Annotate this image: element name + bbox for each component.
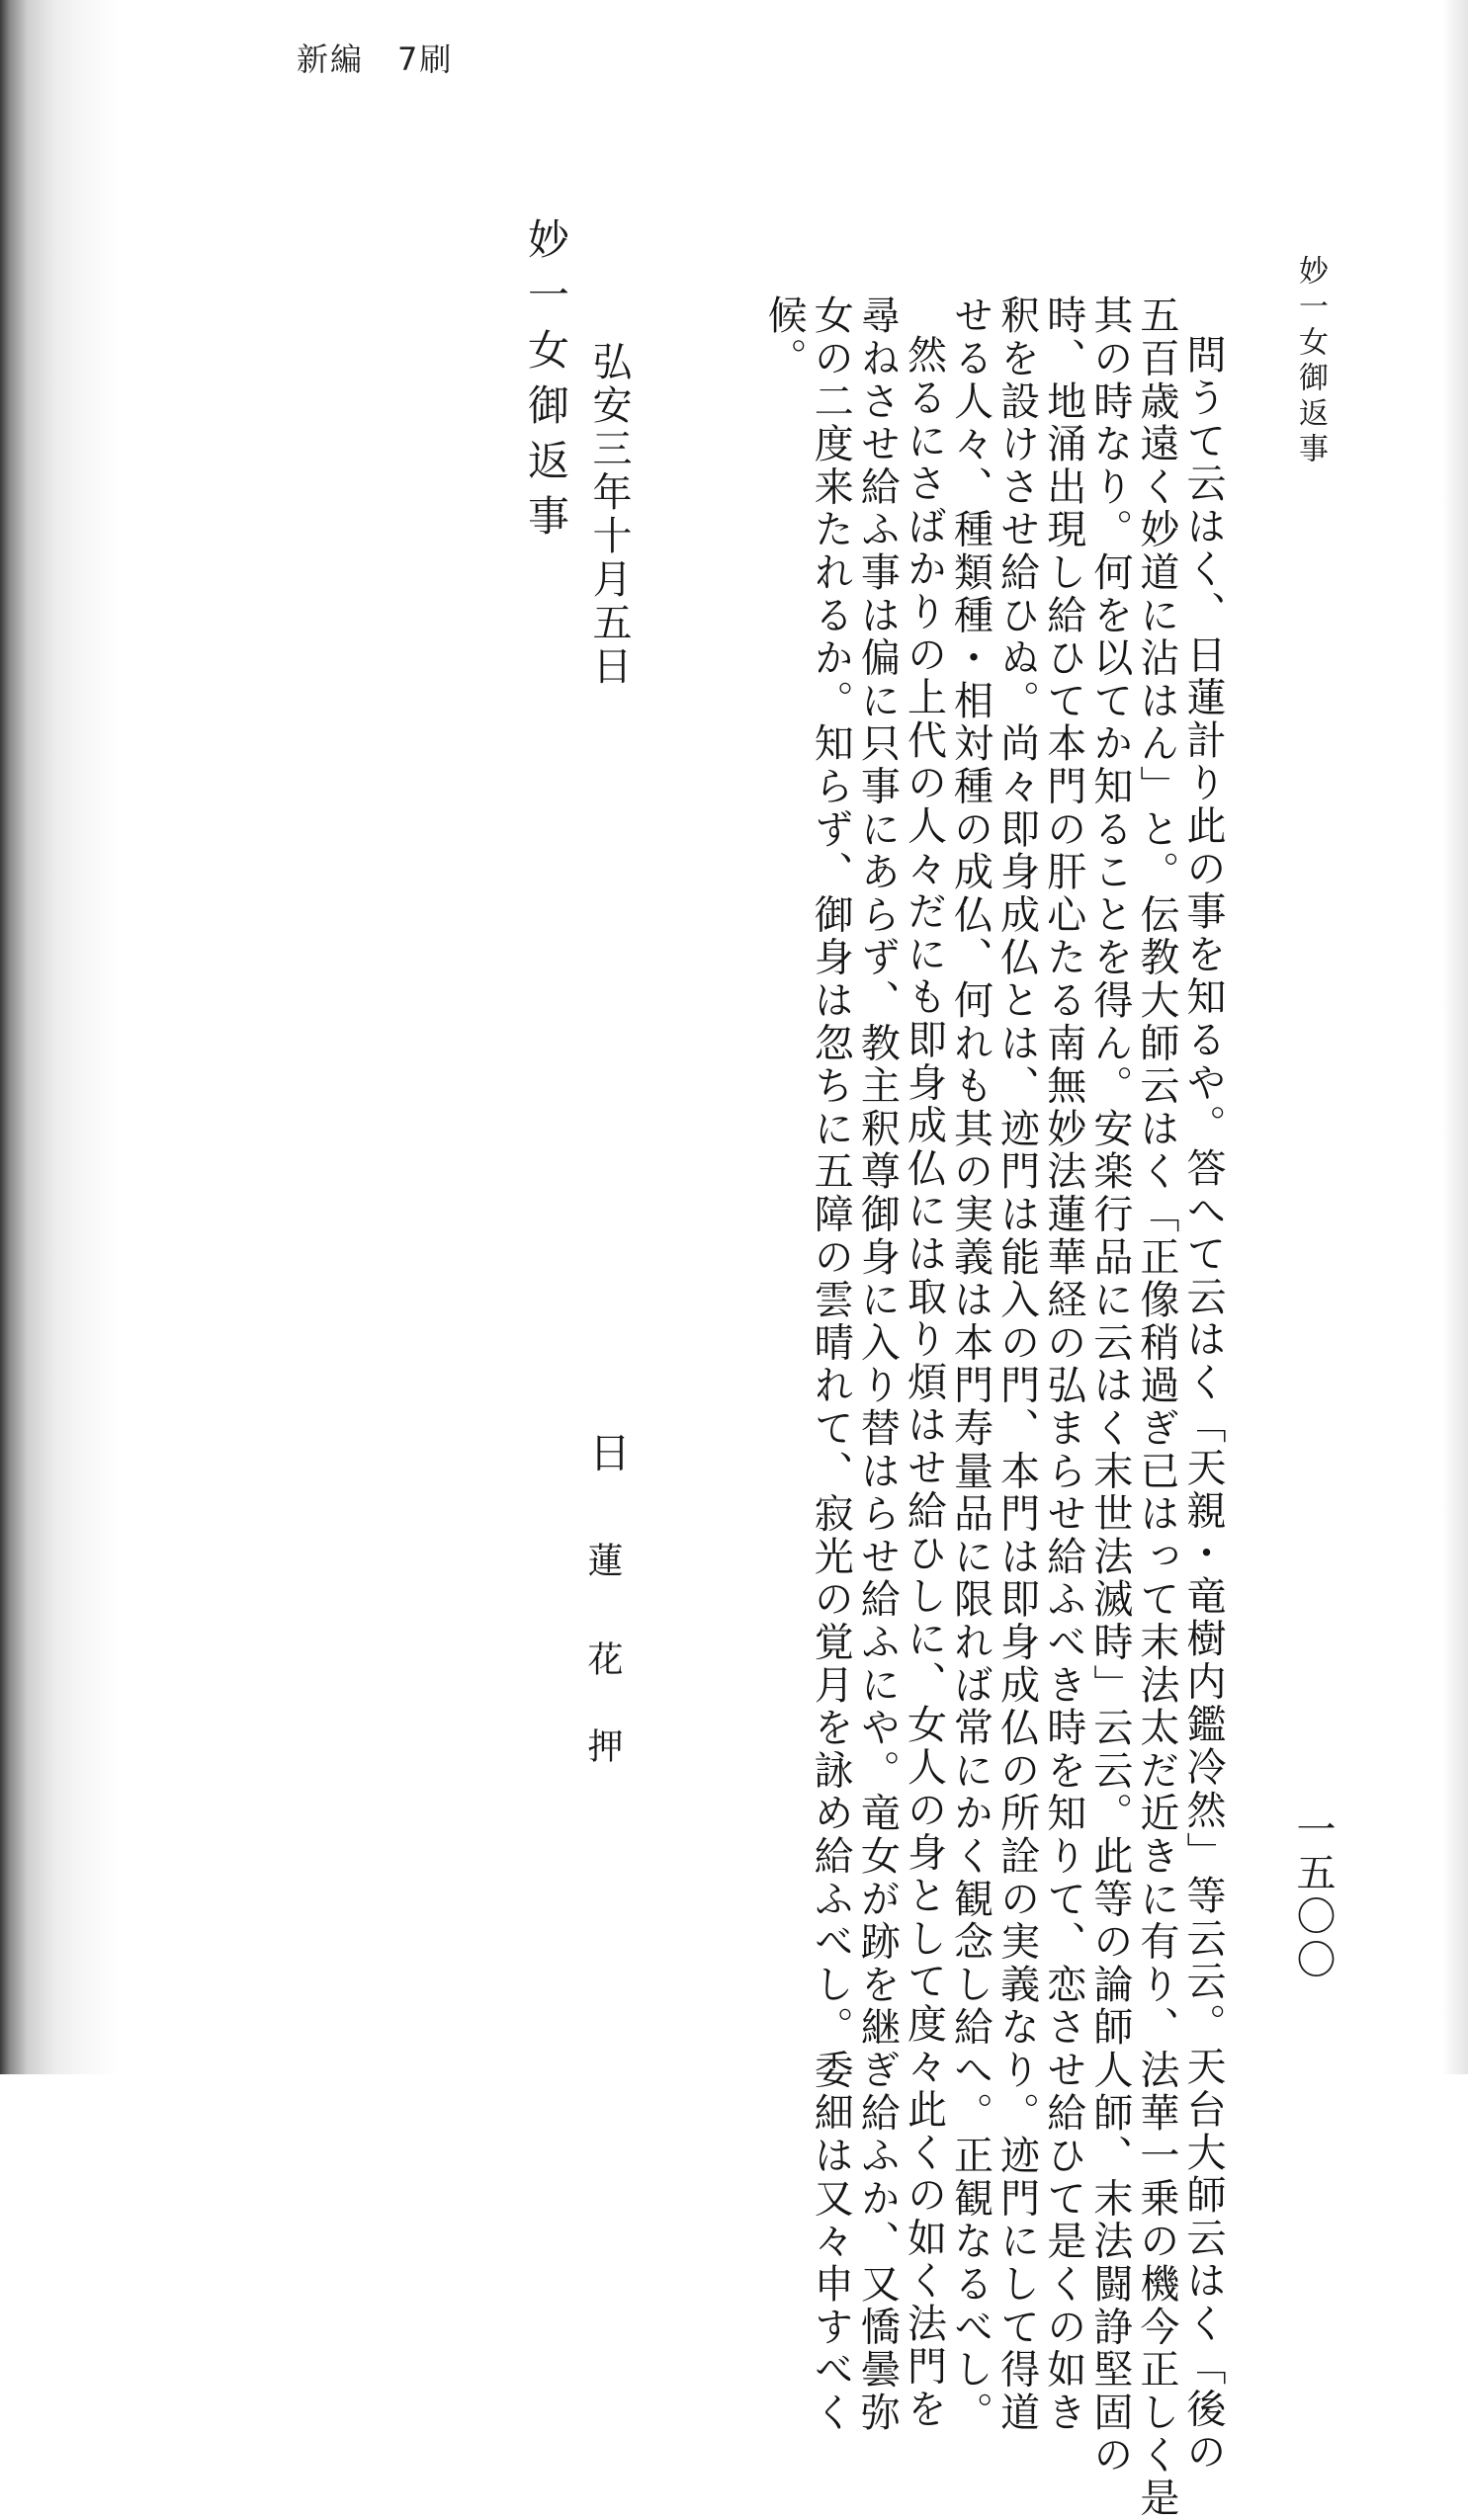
body-line: 尋ねさせ給ふ事は偏に只事にあらず、教主釈尊御身に入り替はらせ給ふにや。竜女が跡を継ぎ給ふか、又憍曇弥 bbox=[854, 294, 901, 2434]
running-title: 妙一女御返事 bbox=[1293, 255, 1328, 468]
signature-line: 押 bbox=[582, 1727, 623, 1763]
page-number: 一五〇〇 bbox=[1290, 1808, 1336, 1982]
body-line: 釈を設けさせ給ひぬ。尚々即身成仏とは、迹門は能入の門、本門は即身成仏の所詮の実義なり。迹門にして得道 bbox=[993, 294, 1040, 2434]
signature-line: 花 bbox=[582, 1640, 623, 1676]
letter-date: 弘安三年十月五日 bbox=[586, 341, 632, 689]
body-line: せる人々、種類種・相対種の成仏、何れも其の実義は本門寿量品に限れば常にかく観念し給へ。正観なるべし。 bbox=[947, 294, 993, 2434]
body-line: 問うて云はく、日蓮計り此の事を知るや。答へて云はく「天親・竜樹内鑑冷然」等云云。天台大師云はく「後の bbox=[1180, 334, 1226, 2474]
book-gutter-shadow bbox=[0, 0, 119, 2074]
body-line: 五百歳遠く妙道に沾はん」と。伝教大師云はく「正像稍過ぎ已はって末法太だ近きに有り、法華一乗の機今正しく是 bbox=[1133, 294, 1179, 2520]
signature-line: 蓮 bbox=[582, 1542, 623, 1577]
page-edge bbox=[1442, 0, 1468, 2074]
body-text bbox=[760, 294, 1226, 2520]
body-line: 然るにさばかりの上代の人々だにも即身成仏には取り煩はせ給ひしに、女人の身として度々此くの如く法門を bbox=[901, 334, 947, 2431]
body-line: 時、地涌出現し給ひて本門の肝心たる南無妙法蓮華経の弘まらせ給ふべき時を知りて、恋させ給ひて是くの如き bbox=[1040, 294, 1086, 2434]
body-line: 候。 bbox=[761, 294, 808, 380]
body-line: 女の二度来たれるか。知らず、御身は忽ちに五障の雲晴れて、寂光の覚月を詠め給ふべし。委細は又々申すべく bbox=[808, 294, 854, 2434]
body-line: 其の時なり。何を以てか知ることを得ん。安楽行品に云はく末世法滅時」云云。此等の論師人師、末法闘諍堅固の bbox=[1086, 294, 1133, 2478]
signature-name: 日 bbox=[583, 1431, 632, 1472]
edition-label: 新編 7刷 bbox=[297, 41, 454, 78]
letter-recipient: 妙一女御返事 bbox=[522, 217, 570, 549]
